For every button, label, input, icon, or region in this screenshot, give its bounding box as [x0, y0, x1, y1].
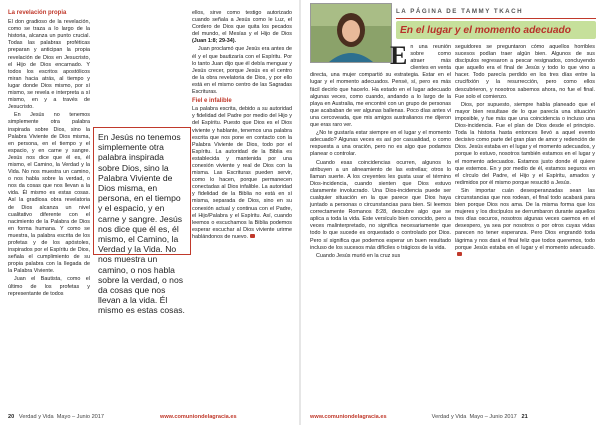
subheading: Fiel e infalible — [192, 98, 232, 105]
scripture-reference: (Juan 1:8; 29-34). — [192, 38, 237, 45]
paragraph — [455, 188, 595, 259]
website-link[interactable]: www.comuniondelagracia.es — [159, 414, 237, 420]
paragraph: En Jesús no tenemos simplemente otra palabra inspirada sobre Dios, sino la Palabra Viviente de Dios misma, en persona, en el tiempo y el espacio, y en carne y sangre. Jesús nos dice que él es, él mismo, el Camino, la Verdad y la Vida. No nos muestra un camino, o nos habla sobre la verdad, o nos da cosas que nos llevan a la vida. Él mismo es estas cosas. Así la gradiosa obra revelatoria de Dios alcanza un nivel cualitativo diferente con el nacimiento de la Palabra de Dios en forma humana. Y como se muestra, la palabra escrita de los profetas y de los apóstoles, inspirados por el Espíritu de Dios, señala el cumplimiento de su propia palabra con la llegada de la Palabra Viviente. — [8, 112, 90, 275]
pull-quote: En Jesús no tenemos simplemente otra palabra inspirada sobre Dios, sino la Palabra Viviente de Dios misma, en persona, en el tiempo y el espacio, y en carne y sangre. Jesús nos dice que él es, él mismo, el Camino, la Verdad y la Vida. No nos muestra un camino, o nos habla sobre la verdad, o nos da cosas que nos llevan a la vida. Él mismo es estas cosas. — [93, 127, 191, 255]
paragraph: Juan el Bautista, como el último de los profetas y representante de todos — [8, 276, 90, 297]
left-column-2 — [192, 10, 292, 242]
magazine-name: Verdad y Vida — [18, 414, 54, 420]
page-number: 21 — [521, 414, 528, 420]
end-mark-icon — [250, 234, 255, 238]
issue-date: Mayo – Junio 2017 — [469, 414, 517, 420]
magazine-name: Verdad y Vida — [431, 414, 467, 420]
left-page — [0, 0, 298, 425]
page-gutter — [299, 0, 301, 425]
left-column-1 — [8, 10, 90, 299]
paragraph: Cuando esas coincidencias ocurren, algunos lo atribuyen a un alineamiento de las estrellas; otros lo llaman suerte. A los creyentes les gusta usar el término Dios-incidencia, cuando sienten que Dios estuvo claramente involucrado. Una Dios-incidencia puede ser cualquier situación en la que parece que Dios haya juntado a personas o circunstancias para bien. Si leemos correctamente Romanos 8:28, descubre algo que se aplica a toda la vida. Este versículo bien conocido, pero a veces malinterpretado, no significa necesariamente que todo lo que sucede es orquestado o controlado por Dios. Pero sí significa que podemos esperar un buen resultado incluso de los sucesos más difíciles o trágicos de la vida. — [310, 159, 451, 251]
article-title: En el lugar y el momento adecuado — [400, 24, 571, 36]
paragraph-text: ellos, sirve como testigo autorizado cuando señala a Jesús como le Luz, el Cordero de Dios que quita los pecados del mundo, el Mesías y el Hijo de Dios — [192, 10, 292, 38]
left-footer — [8, 414, 237, 420]
paragraph: seguidores se preguntaron cómo aquellos horribles sucesos podían traer algún bien. Algunos de sus discípulos regresaron a pescar resignados, concluyendo que aquello era el final de Jesús y todo lo que vino a hacer. Todo parecía perdido en los tres días entre la crucifixión y la resurrección, pero como ellos descubrieron, y nosotros sabemos ahora, no fue el final. Fue solo el comienzo. — [455, 44, 595, 100]
paragraph — [192, 10, 292, 45]
right-column-2 — [455, 44, 595, 260]
paragraph: Juan proclamó que Jesús era antes de él y el que bautizaría con el Espíritu. Por lo tanto Juan dijo que él debía menguar y Jesús crecer, porque Jesús es el centro de la obra revelatoria de Dios, y por ello está en el mismo centro de las Sagradas Escrituras. — [192, 46, 292, 96]
drop-cap: E — [390, 41, 408, 70]
paragraph — [192, 106, 292, 241]
paragraph-text: La palabra escrita, debido a su autoridad y fidelidad del Padre por medio del Hijo y del Espíritu. Puesto que Dios es el Dios viviente y hablante, tenemos una palabra escrita que nos pone en contacto con la Palabra Viviente de Dios, todo por el Espíritu. La autoridad de la Biblia es establecida y mantenida por una conexión viviente y real de Dios con la misma. Las Escrituras pueden servir, como lo hacen, porque permanecen conectadas al Dios infalible. La autoridad y fidelidad de la Biblia no está en sí misma, separada de Dios, sino en su conexión actual y continua con el Padre, el Hijo/Palabra y el Espíritu. Así, cuando leemos o escuchamos la Biblia podemos esperar escuchar al Dios viviente urirme hablándonos de nuevo. — [192, 106, 292, 240]
section-title: La revelación propia — [8, 10, 67, 16]
end-mark-icon — [457, 252, 462, 256]
paragraph: Cuando Jesús murió en la cruz sus — [316, 252, 401, 259]
website-link[interactable]: www.comuniondelagracia.es — [310, 414, 387, 420]
page-number: 20 — [8, 414, 15, 420]
right-column-1 — [310, 41, 451, 261]
right-footer — [310, 414, 528, 420]
right-page — [302, 0, 600, 425]
issue-date: Mayo – Junio 2017 — [56, 414, 105, 420]
paragraph: ¿No te gustaría estar siempre en el lugar y el momento adecuado? Algunas veces es así por casualidad, o como respuesta a una oración, pero no es algo que podamos planear o controlar. — [310, 130, 451, 158]
paragraph: Dios, por supuesto, siempre había planeado que el mayor bien resultase de lo que parecía una situación imposible, y fue más que una coincidencia o incluso una Dios-incidencia. Fue el plan de Dios desde el principio. Toda la historia hasta entonces llevó a aquel evento decisivo como parte del gran plan de amor y redención de Dios. Jesús estaba en el lugar y el momento adecuados, y porque lo estuvo, nosotros también estamos en el lugar y el momento adecuados. Estamos justo donde él quiere que estemos. En y por medio de él, estamos seguros en el círculo del Padre, el Hijo y el Espíritu, amados y redimidos por él mismo porque resucitó a Jesús. — [455, 101, 595, 186]
paragraph-text: n una reunión sobre como atraer más clientes en venta directa, una mujer compartió su estrategia. Estar en el lugar y el momento adecuados. Pensé, sí, pero es más fácil decirlo que hacerlo. Ha estado en el lugar adecuado algunas veces, como cuando, andando a lo largo de la playa en Australia, me encontré con un grupo de personas que acababan de ver algunas ballenas. Poco días antes vi una cercoveada, que mis amigos australianos me dijeron que eras raro ver. — [310, 44, 451, 129]
article-title-bar — [396, 21, 596, 39]
paragraph-text: Sin importar cuán desesperanzadas sean las circunstancias que nos rodean, el final todo acabará para bien porque Dios nos ama. De la misma forma que los mujeres y los discípulos se derrumbaron durante aquellos tres días oscuros, nosotros algunas veces caemos en el desespero, ya sea por nosotros o por otros cuyas vidas parecen no tener esperanza. Pero Dios engrandó toda lágrima y nos dará el final feliz que todos queremos, todo porque Jesús estaba en el lugar y el momento adecuado. — [455, 187, 595, 251]
column-byline: LA PÁGINA DE TAMMY TKACH — [396, 8, 596, 19]
paragraph: El don gradioso de la revelación, como se traza a lo largo de la historia, alcanza un punto crucial. Todas las palabras proféticas preparan y anticipan la propia revelación de Dios en Jesucristo, el Hijo de Dios encarnado. Y todos los escritos apostólicos miran hacia atrás, al tiempo y lugar donde Dios mismo, por sí mismo, se revela e interpreta a sí mismo, en y a través de Jesucristo. — [8, 19, 90, 111]
